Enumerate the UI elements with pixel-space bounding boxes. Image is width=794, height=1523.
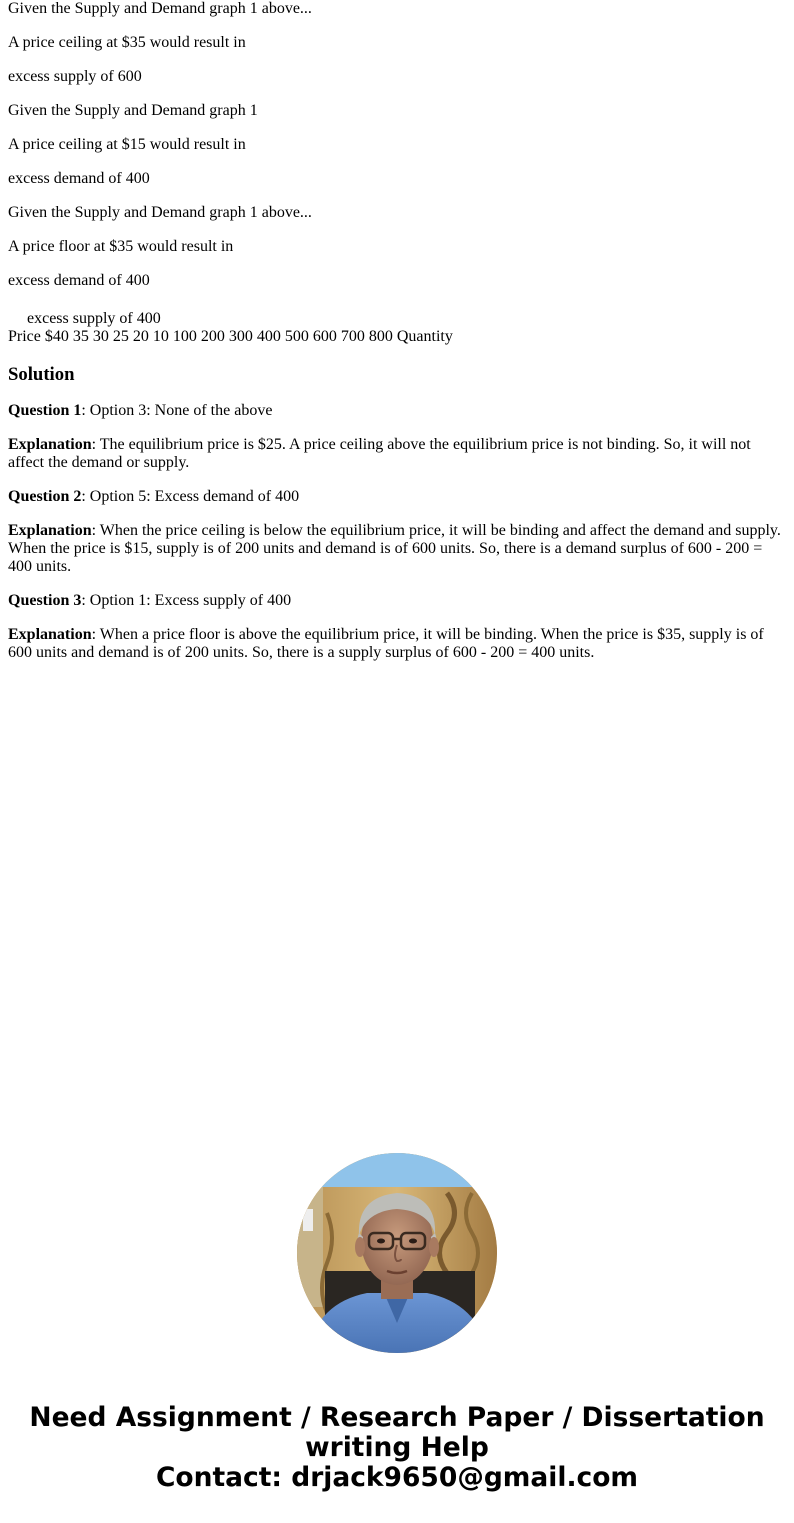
question-3-intro: Given the Supply and Demand graph 1 above... — [8, 204, 312, 221]
solution-explanation-1-text: : The equilibrium price is $25. A price ceiling above the equilibrium price is not binding. So, it will not affect the demand or supply. — [8, 436, 751, 471]
solution-explanation-3-label: Explanation — [8, 626, 92, 643]
solution-explanation-2 — [8, 522, 784, 576]
solution-question-2-label: Question 2 — [8, 488, 82, 505]
solution-question-2 — [8, 488, 784, 506]
author-portrait-image — [297, 1153, 497, 1353]
question-2-prompt: A price ceiling at $15 would result in — [8, 136, 246, 153]
graph-axis-text: Price $40 35 30 25 20 10 100 200 300 400 500 600 700 800 Quantity — [8, 328, 453, 345]
solution-explanation-1-label: Explanation — [8, 436, 92, 453]
solution-explanation-3 — [8, 626, 784, 662]
document-body — [8, 0, 784, 662]
author-avatar — [297, 1153, 497, 1353]
footer-line-1: Need Assignment / Research Paper / Dissertation — [29, 1402, 765, 1433]
question-3-option: excess demand of 400 — [8, 272, 150, 289]
solution-question-2-text: : Option 5: Excess demand of 400 — [81, 488, 300, 505]
solution-question-1-label: Question 1 — [8, 402, 82, 419]
question-3-prompt: A price floor at $35 would result in — [8, 238, 234, 255]
solution-question-1-text: : Option 3: None of the above — [81, 402, 273, 419]
solution-heading: Solution — [8, 364, 75, 385]
solution-explanation-1 — [8, 436, 784, 472]
footer-contact-email: Contact: drjack9650@gmail.com — [155, 1462, 639, 1493]
question-1-intro: Given the Supply and Demand graph 1 above... — [8, 0, 312, 17]
question-1-prompt: A price ceiling at $35 would result in — [8, 34, 246, 51]
question-2-intro: Given the Supply and Demand graph 1 — [8, 102, 258, 119]
solution-explanation-2-label: Explanation — [8, 522, 92, 539]
question-2-option: excess demand of 400 — [8, 170, 150, 187]
solution-question-3-label: Question 3 — [8, 592, 82, 609]
solution-explanation-2-text: : When the price ceiling is below the equilibrium price, it will be binding and affect the demand and supply. When the price is $15, supply is of 200 units and demand is of 600 units. So, there is a demand surplus of 600 - 200 = 400 units. — [8, 522, 781, 575]
solution-question-1 — [8, 402, 784, 420]
question-1-option: excess supply of 600 — [8, 68, 142, 85]
solution-question-3-text: : Option 1: Excess supply of 400 — [81, 592, 292, 609]
question-3-extra-option: excess supply of 400 — [27, 310, 161, 327]
footer-line-2: writing Help — [305, 1432, 489, 1463]
solution-question-3 — [8, 592, 784, 610]
solution-explanation-3-text: : When a price floor is above the equilibrium price, it will be binding. When the price is $35, supply is of 600 units and demand is of 200 units. So, there is a supply surplus of 600 - 200 = 400 units. — [8, 626, 764, 661]
footer-contact-banner — [0, 1403, 794, 1493]
